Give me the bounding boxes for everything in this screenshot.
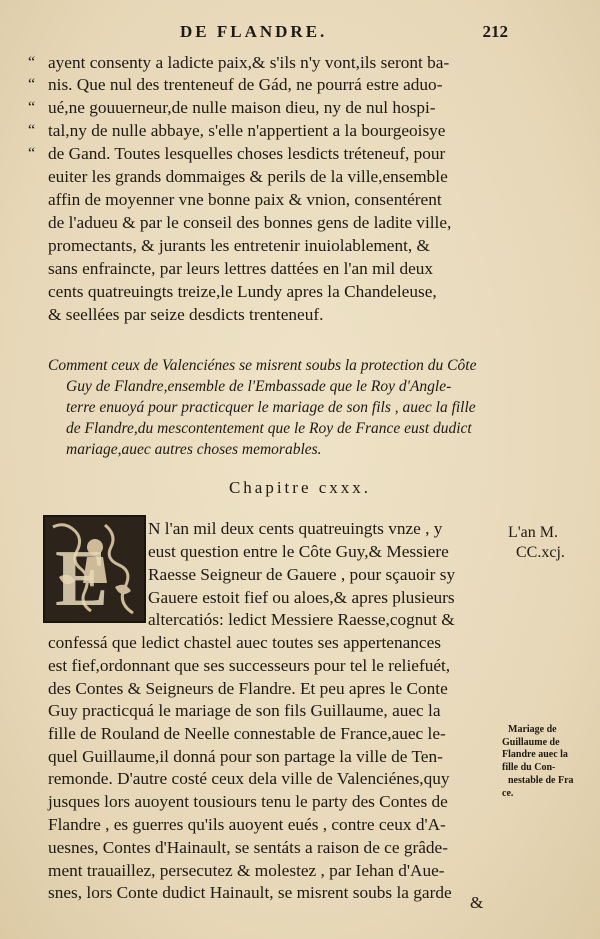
line-text: affin de moyenner vne bonne paix & vnion, consentérent (48, 190, 442, 209)
line-text: Gauere estoit fief ou aloes,& apres plusieurs (148, 588, 455, 607)
margin-note-line: fille du Con- (502, 762, 556, 773)
decorated-initial-e-icon (43, 515, 146, 623)
line-text: ué,ne gouuerneur,de nulle maison dieu, ny de nul hospi- (48, 98, 436, 117)
line-text: promectants, & jurants les entretenir inuiolablement, & (48, 236, 431, 255)
quote-mark: “ (28, 54, 36, 71)
quote-mark: “ (28, 145, 36, 162)
line-text: ayent consenty a ladicte paix,& s'ils n'y vont,ils seront ba- (48, 53, 450, 72)
summary-text: Comment ceux de Valenciénes se misrent soubs la protection du Côte (48, 357, 477, 374)
line-text: tal,ny de nulle abbaye, s'elle n'appertient a la bourgeoisye (48, 121, 446, 140)
line-text: nis. Que nul des trenteneuf de Gád, ne pourrá estre aduo- (48, 75, 443, 94)
line-text: eust question entre le Côte Guy,& Messiere (148, 542, 449, 561)
margin-note-line: nestable de Fra (508, 775, 574, 786)
line-text: quel Guillaume,il donná pour son partage la ville de Ten- (48, 747, 443, 766)
line-text: N l'an mil deux cents quatreuingts vnze , y (148, 519, 443, 538)
page-number: 212 (482, 22, 508, 41)
line-text: & seellées par seize desdicts trenteneuf. (48, 305, 324, 324)
margin-year-line: L'an M. (508, 524, 558, 541)
quote-mark: “ (28, 76, 36, 93)
catchword: & (470, 893, 484, 912)
margin-note-line: Flandre auec la (502, 749, 568, 760)
summary-text: terre enuoyá pour practicquer le mariage de son fils , auec la fille (66, 399, 476, 416)
margin-year-line: CC.xcj. (516, 544, 565, 561)
line-text: fille de Rouland de Neelle connestable de France,auec le- (48, 724, 446, 743)
line-text: sans enfraincte, par leurs lettres dattées en l'an mil deux (48, 259, 434, 278)
quote-mark: “ (28, 99, 36, 116)
chapter-heading: Chapitre cxxx. (228, 478, 372, 497)
line-text: remonde. D'autre costé ceux dela ville de Valenciénes,quy (48, 769, 450, 788)
running-head (0, 22, 600, 46)
line-text: de Gand. Toutes lesquelles choses lesdicts tréteneuf, pour (48, 144, 446, 163)
line-text: uesnes, Contes d'Hainault, se sentáts a raison de ce grâde- (48, 838, 448, 857)
line-text: euiter les grands dommaiges & perils de la ville,ensemble (48, 167, 448, 186)
running-title: DE FLANDRE. (180, 22, 328, 41)
line-text: de l'adueu & par le conseil des bonnes gens de ladite ville, (48, 213, 452, 232)
summary-text: Guy de Flandre,ensemble de l'Embassade que le Roy d'Angle- (66, 378, 452, 395)
line-text: Raesse Seigneur de Gauere , pour sçauoir sy (148, 565, 456, 584)
summary-text: de Flandre,du mescontentement que le Roy de France eust dudict (66, 420, 472, 437)
line-text: des Contes & Seigneurs de Flandre. Et peu apres le Conte (48, 679, 448, 698)
summary-text: mariage,auec autres choses memorables. (66, 441, 322, 458)
line-text: cents quatreuingts treize,le Lundy apres la Chandeleuse, (48, 282, 437, 301)
line-text: Guy practicquá le mariage de son fils Guillaume, auec la (48, 701, 441, 720)
svg-text:E: E (55, 535, 109, 621)
line-text: confessá que ledict chastel auec toutes ses appertenances (48, 633, 441, 652)
line-text: altercatiós: ledict Messiere Raesse,cognut & (148, 610, 455, 629)
line-text: Flandre , es guerres qu'ils auoyent eués , contre ceux d'A- (48, 815, 446, 834)
line-text: snes, lors Conte dudict Hainault, se misrent soubs la garde (48, 883, 452, 902)
margin-note-line: Mariage de (508, 724, 557, 735)
line-text: jusques lors auoyent tousiours tenu le party des Contes de (48, 792, 448, 811)
quote-mark: “ (28, 122, 36, 139)
margin-note-line: ce. (502, 788, 514, 799)
line-text: ment trauaillez, persecutez & molestez , par Iehan d'Aue- (48, 861, 445, 880)
margin-note-line: Guillaume de (502, 737, 560, 748)
line-text: est fief,ordonnant que ses successeurs pour tel le reliefuét, (48, 656, 451, 675)
